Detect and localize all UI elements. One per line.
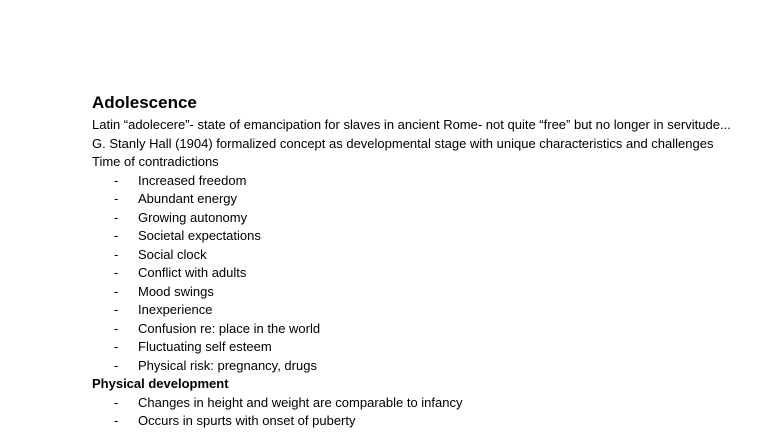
list-item-text: Abundant energy <box>138 191 238 206</box>
list-item <box>92 394 732 413</box>
list-item <box>92 172 732 191</box>
list-item <box>92 283 732 302</box>
list-item-text: Physical risk: pregnancy, drugs <box>138 357 317 373</box>
contradictions-heading: Time of contradictions <box>92 154 219 169</box>
list-item <box>92 227 732 246</box>
list-marker: - <box>114 283 119 299</box>
list-marker: - <box>114 191 119 206</box>
list-marker: - <box>114 302 119 317</box>
list-marker: - <box>114 228 119 243</box>
list-item <box>92 209 732 228</box>
list-item-text: Mood swings <box>138 283 214 299</box>
list-item <box>92 357 732 376</box>
list-item <box>92 190 732 209</box>
list-item-text: Conflict with adults <box>138 265 247 280</box>
list-marker: - <box>114 339 119 354</box>
list-marker: - <box>114 320 119 336</box>
document-title: Adolescence <box>92 93 197 112</box>
list-item-text: Occurs in spurts with onset of puberty <box>138 413 356 428</box>
list-item-text: Changes in height and weight are comparable to infancy <box>138 394 463 410</box>
list-item-text: Fluctuating self esteem <box>138 339 272 354</box>
document-page <box>92 92 732 431</box>
list-item-text: Social clock <box>138 246 207 262</box>
list-item-text: Increased freedom <box>138 172 247 188</box>
list-item <box>92 246 732 265</box>
list-item <box>92 320 732 339</box>
list-item <box>92 338 732 357</box>
list-item-text: Inexperience <box>138 302 213 317</box>
list-item-text: Confusion re: place in the world <box>138 320 321 336</box>
physical-list <box>92 394 732 431</box>
list-item <box>92 301 732 320</box>
list-item-text: Societal expectations <box>138 228 261 243</box>
intro-paragraph: Latin “adolecere”- state of emancipation for slaves in ancient Rome- not quite “free” but no longer in servitude... G. Stanly Hall (1904) formalized concept as developmental stage with unique characteristics and challenges <box>92 117 731 151</box>
list-marker: - <box>114 394 119 410</box>
list-marker: - <box>114 413 119 428</box>
contradictions-list <box>92 172 732 376</box>
list-marker: - <box>114 246 119 262</box>
list-marker: - <box>114 172 119 188</box>
physical-heading: Physical development <box>92 376 229 391</box>
list-item <box>92 412 732 431</box>
list-item <box>92 264 732 283</box>
list-marker: - <box>114 209 119 225</box>
list-marker: - <box>114 265 119 280</box>
list-marker: - <box>114 357 119 373</box>
list-item-text: Growing autonomy <box>138 209 248 225</box>
